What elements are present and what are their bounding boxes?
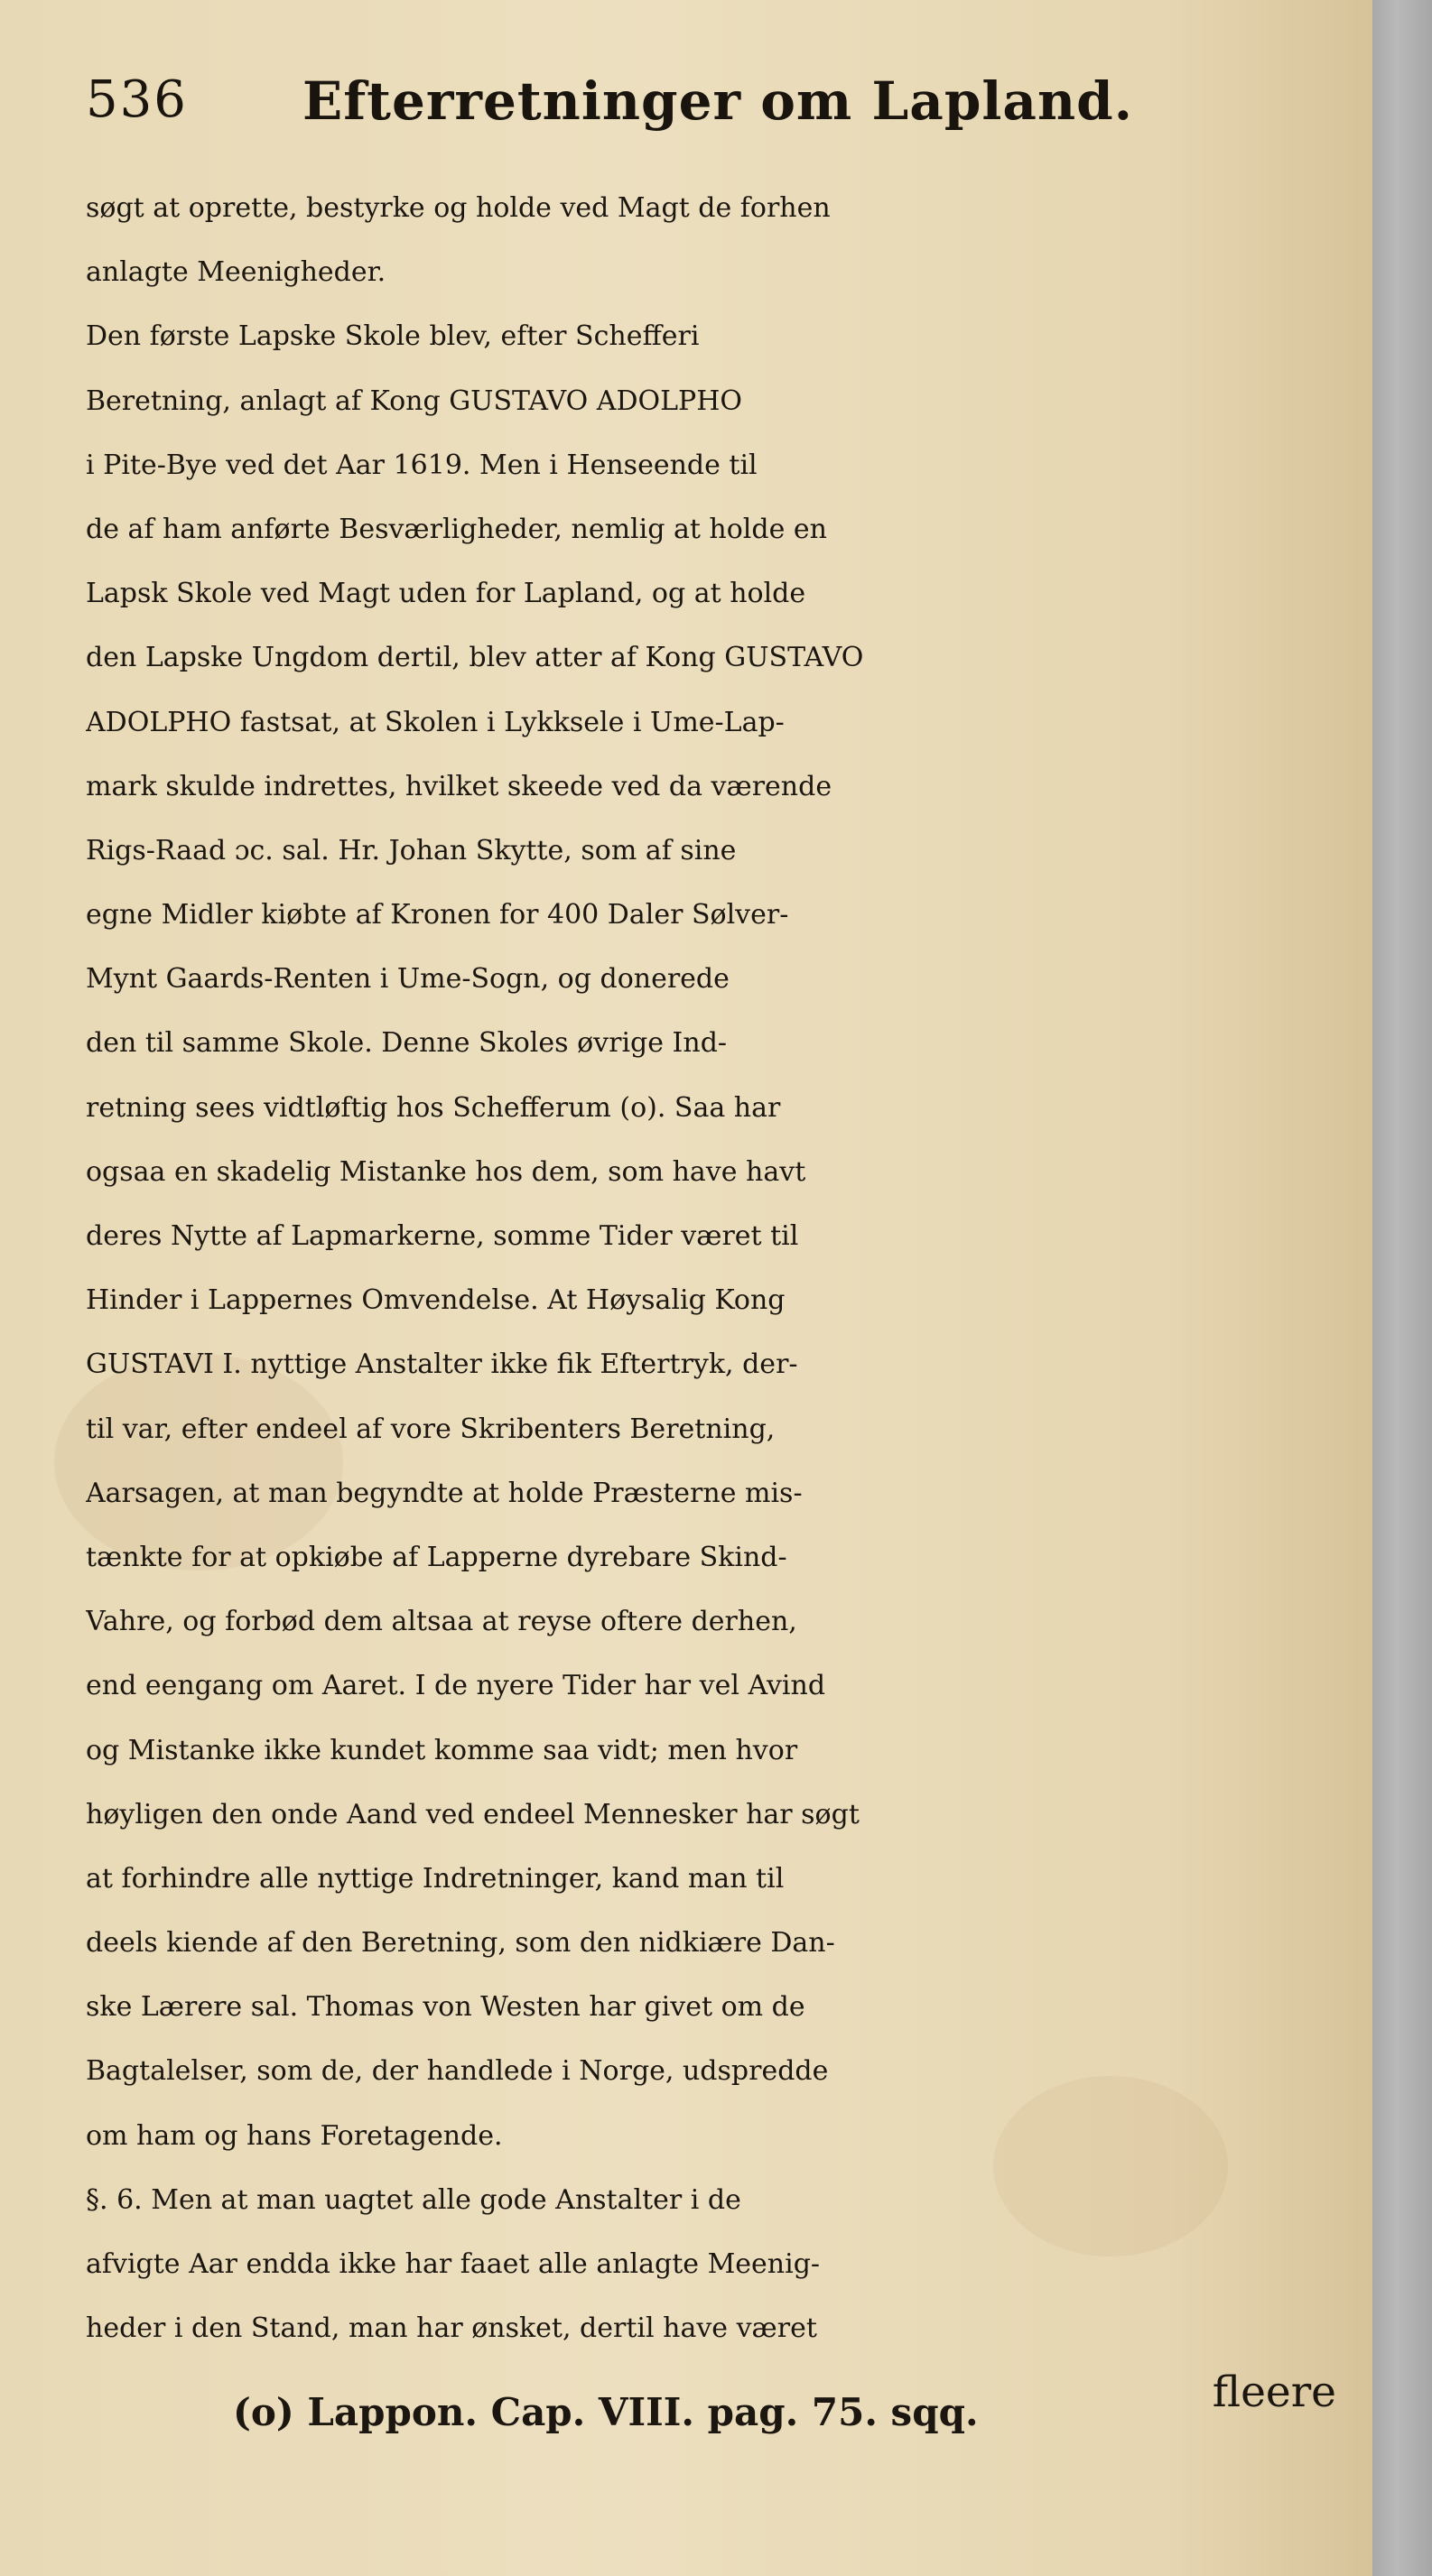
- footnote: (o) Lappon. Cap. VIII. pag. 75. sqq.: [233, 2390, 979, 2434]
- body-text: [86, 176, 1345, 2425]
- text-line: Vahre, og forbød dem altsaa at reyse oftere derhen,: [86, 1606, 797, 1638]
- text-line: Lapsk Skole ved Magt uden for Lapland, og at holde: [86, 578, 806, 610]
- text-line: Hinder i Lappernes Omvendelse. At Høysalig Kong: [86, 1284, 786, 1317]
- text-line: retning sees vidtløftig hos Schefferum (o). Saa har: [86, 1091, 781, 1124]
- running-title: Efterretninger om Lapland.: [302, 70, 1133, 132]
- text-line: Beretning, anlagt af Kong GUSTAVO ADOLPHO: [86, 385, 742, 417]
- text-line: heder i den Stand, man har ønsket, dertil have været: [86, 2312, 817, 2345]
- text-line: end eengang om Aaret. I de nyere Tider har vel Avind: [86, 1670, 826, 1702]
- text-line: høyligen den onde Aand ved endeel Mennesker har søgt: [86, 1798, 860, 1830]
- text-line: Rigs-Raad ɔc. sal. Hr. Johan Skytte, som af sine: [86, 834, 737, 866]
- scan-background-edge: [1372, 0, 1432, 2576]
- text-line: de af ham anførte Besværligheder, nemlig at holde en: [86, 513, 827, 545]
- text-line: at forhindre alle nyttige Indretninger, kand man til: [86, 1862, 785, 1895]
- text-line: ADOLPHO fastsat, at Skolen i Lykksele i Ume-Lap-: [86, 706, 785, 738]
- text-line: afvigte Aar endda ikke har faaet alle anlagte Meenig-: [86, 2248, 821, 2280]
- text-line: i Pite-Bye ved det Aar 1619. Men i Henseende til: [86, 449, 758, 481]
- text-line: søgt at oprette, bestyrke og holde ved Magt de forhen: [86, 192, 831, 224]
- page-header: [86, 70, 1332, 152]
- text-line: egne Midler kiøbte af Kronen for 400 Daler Sølver-: [86, 899, 789, 931]
- text-line: ske Lærere sal. Thomas von Westen har givet om de: [86, 1991, 805, 2024]
- text-line: og Mistanke ikke kundet komme saa vidt; men hvor: [86, 1734, 798, 1766]
- text-line: Aarsagen, at man begyndte at holde Præsterne mis-: [86, 1477, 803, 1509]
- text-line: om ham og hans Foretagende.: [86, 2119, 503, 2152]
- text-line: §. 6. Men at man uagtet alle gode Anstalter i de: [86, 2183, 741, 2216]
- text-line: anlagte Meenigheder.: [86, 256, 386, 289]
- text-line: tænkte for at opkiøbe af Lapperne dyrebare Skind-: [86, 1541, 787, 1573]
- text-line: den Lapske Ungdom dertil, blev atter af Kong GUSTAVO: [86, 642, 864, 674]
- page-number: 536: [86, 70, 188, 129]
- text-line: mark skulde indrettes, hvilket skeede ved da værende: [86, 770, 832, 802]
- text-line: deres Nytte af Lapmarkerne, somme Tider været til: [86, 1220, 799, 1252]
- text-line: GUSTAVI I. nyttige Anstalter ikke fik Eftertryk, der-: [86, 1348, 798, 1381]
- text-line: den til samme Skole. Denne Skoles øvrige Ind-: [86, 1027, 728, 1060]
- text-line: Bagtalelser, som de, der handlede i Norge, udspredde: [86, 2055, 829, 2088]
- text-line: Mynt Gaards-Renten i Ume-Sogn, og donerede: [86, 963, 730, 996]
- text-line: ogsaa en skadelig Mistanke hos dem, som have havt: [86, 1155, 806, 1188]
- catchword: fleere: [1212, 2368, 1336, 2418]
- text-line: til var, efter endeel af vore Skribenters Beretning,: [86, 1413, 776, 1445]
- text-line: deels kiende af den Beretning, som den nidkiære Dan-: [86, 1927, 835, 1960]
- text-line: Den første Lapske Skole blev, efter Schefferi: [86, 320, 700, 353]
